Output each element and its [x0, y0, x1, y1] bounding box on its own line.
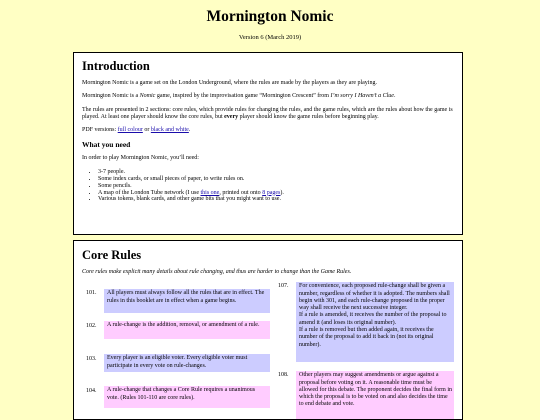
list-item: • Some pencils. — [98, 183, 454, 190]
text-span: or — [142, 127, 151, 134]
rule-103: Every player is an eligible voter. Every eligible voter must participate in every vote on rule-changes. — [104, 354, 270, 372]
text-span: A map of the London Tube network (I use — [98, 189, 201, 196]
intro-paragraph-3 — [82, 107, 454, 122]
text-span: ). — [280, 189, 284, 196]
rule-107-readd-text: If a rule is removed but then added again, it receives the number of the proposal to add it back in (not its original number). — [299, 327, 434, 348]
eight-pages-link[interactable]: 8 pages — [262, 189, 281, 196]
rule-number: 104. — [86, 388, 97, 395]
text-span: player should know the game rules before beginning play. — [238, 113, 379, 120]
text-span: game, inspired by the improvisation game “Mornington Crescent” from — [155, 93, 331, 100]
rule-107-text: For convenience, each proposed rule-change shall be given a number, regardless of whether it is adopted. The numbers shall begin with 301, and each rule-change proposed in the proper way shall receive the next successive integer. — [299, 283, 450, 312]
core-rules-panel — [73, 240, 463, 420]
rule-number: 108. — [278, 372, 289, 379]
text-span: Mornington Nomic is a — [82, 93, 140, 100]
version-text: Version 6 (March 2019) — [238, 34, 302, 41]
show-title-emphasis: I’m sorry I Haven’t a Clue — [330, 93, 394, 100]
needs-list — [82, 169, 454, 204]
text-span: The rules are presented in 2 sections: core rules, which provide rules for changing the rules, and the game rules, which are the rules about how the game is played. At least one player should know the core rules, but — [82, 106, 453, 120]
page-title: Mornington Nomic — [206, 8, 334, 25]
full-colour-link[interactable]: full colour — [117, 127, 143, 134]
rule-number: 107. — [278, 283, 289, 290]
introduction-panel — [73, 52, 463, 235]
list-item: • Some index cards, or small pieces of paper, to write rules on. — [98, 176, 454, 183]
text-span: . — [188, 127, 191, 134]
rule-107 — [296, 282, 454, 362]
list-item: • 3-7 people. — [98, 169, 454, 176]
list-item: • Various tokens, blank cards, and other game bits that you might want to use. — [98, 196, 454, 203]
what-you-need-heading: What you need — [82, 140, 131, 150]
this-one-link[interactable]: this one — [200, 189, 220, 196]
text-span: , printed out onto — [219, 189, 263, 196]
list-item — [98, 190, 454, 197]
intro-paragraph-2 — [82, 93, 454, 100]
rule-104: A rule-change that changes a Core Rule requires a unanimous vote. (Rules 101-110 are core rules). — [104, 386, 270, 408]
rule-101: All players must always follow all the rules that are in effect. The rules in this booklet are in effect when a game begins. — [104, 289, 270, 313]
every-emphasis: every — [224, 113, 239, 120]
text-span: . — [393, 93, 396, 100]
rule-102: A rule-change is the addition, removal, or amendment of a rule. — [104, 321, 270, 339]
core-rules-heading: Core Rules — [82, 248, 142, 262]
rule-number: 103. — [86, 356, 97, 363]
text-span: PDF versions: — [82, 127, 118, 134]
pdf-versions — [82, 127, 454, 134]
rule-107-amend-text: If a rule is amended, it receives the number of the proposal to amend it (and loses its original number). — [299, 312, 447, 326]
nomic-emphasis: Nomic — [139, 93, 156, 100]
what-you-need-text: In order to play Mornington Nomic, you’ll need: — [82, 155, 199, 162]
black-and-white-link[interactable]: black and white — [150, 127, 189, 134]
rule-number: 101. — [86, 290, 97, 297]
intro-paragraph-1: Mornington Nomic is a game set on the London Underground, where the rules are made by the players as they are playing. — [82, 80, 377, 86]
rule-108: Other players may suggest amendments or argue against a proposal before voting on it. A reasonable time must be allowed for this debate. The proponent decides the final form in which the proposal is to be voted on and also decides the time to end debate and vote. — [296, 371, 454, 419]
rule-number: 102. — [86, 323, 97, 330]
introduction-heading: Introduction — [82, 59, 150, 73]
core-rules-intro: Core rules make explicit many details about rule changing, and thus are harder to change than the Game Rules. — [82, 269, 352, 275]
